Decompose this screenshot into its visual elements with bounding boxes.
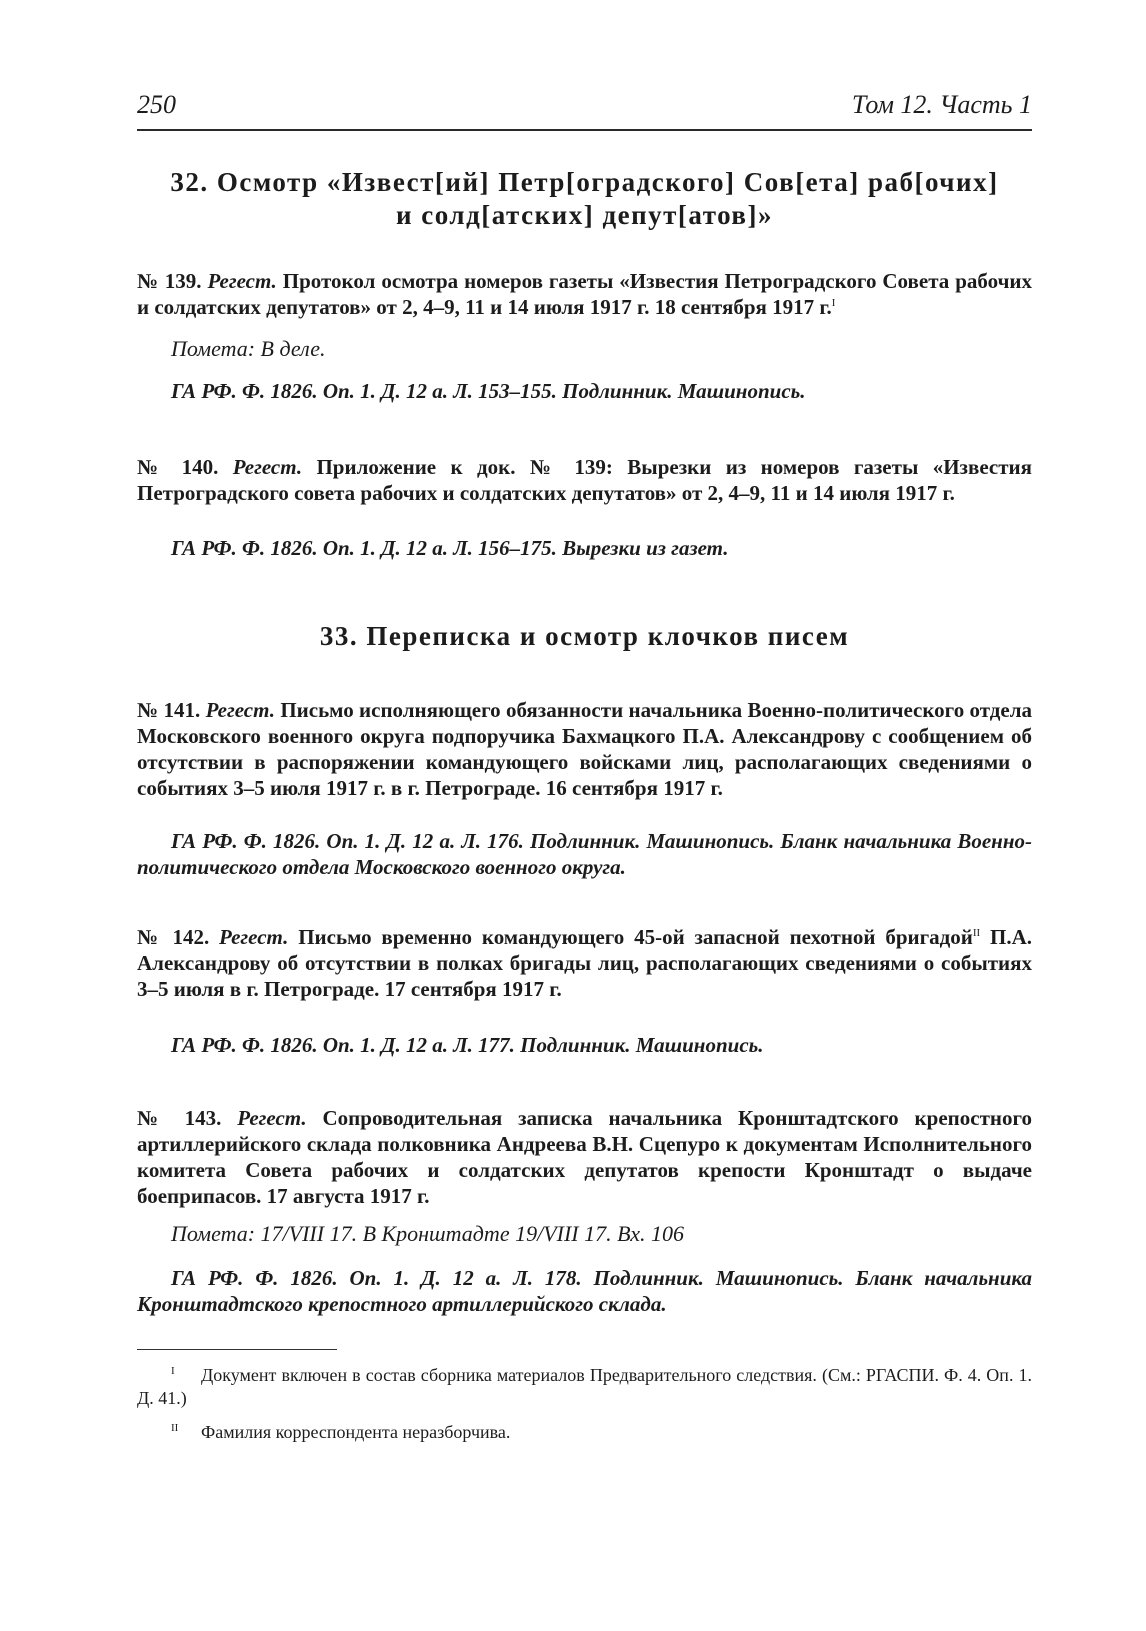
regest-label: Регест. [219, 925, 289, 949]
footnote-ref: I [831, 297, 836, 309]
regest-text: Сопроводительная записка начальника Кронштадтского крепостного артиллерийского склада полковника Андреева В.Н. Сцепуро к документам Исполнительного комитета Совета рабочих и солдатских депутатов крепости Кронштадт о выдаче боеприпасов. 17 августа 1917 г. [137, 1106, 1032, 1208]
footnote-text: Документ включен в состав сборника материалов Предварительного следствия. (См.: РГАСПИ. Ф. 4. Оп. 1. Д. 41.) [137, 1365, 1032, 1408]
doc-139-mark: Помета: В деле. [171, 336, 326, 361]
doc-number: № 141. [137, 698, 201, 722]
footnote-2 [137, 1417, 1032, 1444]
doc-139-regest [137, 268, 1032, 320]
doc-141-regest [137, 697, 1032, 801]
doc-number: № 139. [137, 269, 202, 293]
regest-label: Регест. [237, 1106, 307, 1130]
section-32-title-line2: и солд[атских] депут[атов]» [395, 200, 774, 230]
footnote-ref: II [972, 927, 981, 939]
doc-number: № 140. [137, 455, 219, 479]
doc-number: № 143. [137, 1106, 222, 1130]
doc-142-regest [137, 924, 1032, 1002]
regest-text: Письмо временно командующего 45-ой запасной пехотной бригадой [298, 925, 973, 949]
regest-label: Регест. [232, 455, 303, 479]
page-number: 250 [137, 90, 176, 119]
running-header [137, 90, 1032, 126]
doc-142-source: ГА РФ. Ф. 1826. Оп. 1. Д. 12 а. Л. 177. Подлинник. Машинопись. [171, 1033, 764, 1057]
footnote-1 [137, 1360, 1032, 1410]
doc-139-source: ГА РФ. Ф. 1826. Оп. 1. Д. 12 а. Л. 153–155. Подлинник. Машинопись. [171, 379, 806, 403]
regest-label: Регест. [207, 269, 277, 293]
doc-140-regest [137, 454, 1032, 506]
doc-143-source: ГА РФ. Ф. 1826. Оп. 1. Д. 12 а. Л. 178. Подлинник. Машинопись. Бланк начальника Кронштадтского крепостного артиллерийского склада. [137, 1266, 1032, 1316]
doc-number: № 142. [137, 925, 210, 949]
footnote-text: Фамилия корреспондента неразборчива. [201, 1422, 511, 1442]
header-rule [137, 129, 1032, 131]
regest-text: Протокол осмотра номеров газеты «Известия Петроградского Совета рабочих и солдатских депутатов» от 2, 4–9, 11 и 14 июля 1917 г. 18 сентября 1917 г. [137, 269, 1033, 319]
footnote-marker: I [171, 1365, 175, 1377]
section-33-heading: 33. Переписка и осмотр клочков писем [319, 621, 850, 651]
regest-label: Регест. [205, 698, 275, 722]
footnote-marker: II [171, 1422, 179, 1434]
section-32-heading [137, 166, 1032, 232]
regest-text-continued: П.А. Александрову об отсутствии в полках бригады лиц, располагающих сведениями о событиях 3–5 июля в г. Петрограде. 17 сентября 1917 г. [137, 925, 1033, 1001]
regest-text: Приложение к док. № 139: Вырезки из номеров газеты «Известия Петроградского совета рабочих и солдатских депутатов» от 2, 4–9, 11 и 14 июля 1917 г. [137, 455, 1032, 505]
doc-140-source: ГА РФ. Ф. 1826. Оп. 1. Д. 12 а. Л. 156–175. Вырезки из газет. [171, 536, 729, 560]
volume-title: Том 12. Часть 1 [851, 90, 1032, 119]
footnote-rule [137, 1349, 337, 1350]
regest-text: Письмо исполняющего обязанности начальника Военно-политического отдела Московского военного округа подпоручика Бахмацкого П.А. Александрову с сообщением об отсутствии в распоряжении командующего войсками лиц, располагающих сведениями о событиях 3–5 июля 1917 г. в г. Петрограде. 16 сентября 1917 г. [137, 698, 1033, 800]
doc-143-mark: Помета: 17/VIII 17. В Кронштадте 19/VIII 17. Вх. 106 [171, 1221, 685, 1246]
doc-143-regest [137, 1105, 1032, 1209]
section-32-title-line1: 32. Осмотр «Извест[ий] Петр[оградского] Сов[ета] раб[очих] [170, 167, 999, 197]
doc-141-source: ГА РФ. Ф. 1826. Оп. 1. Д. 12 а. Л. 176. Подлинник. Машинопись. Бланк начальника Военно-политического отдела Московского военного округа. [137, 829, 1032, 879]
